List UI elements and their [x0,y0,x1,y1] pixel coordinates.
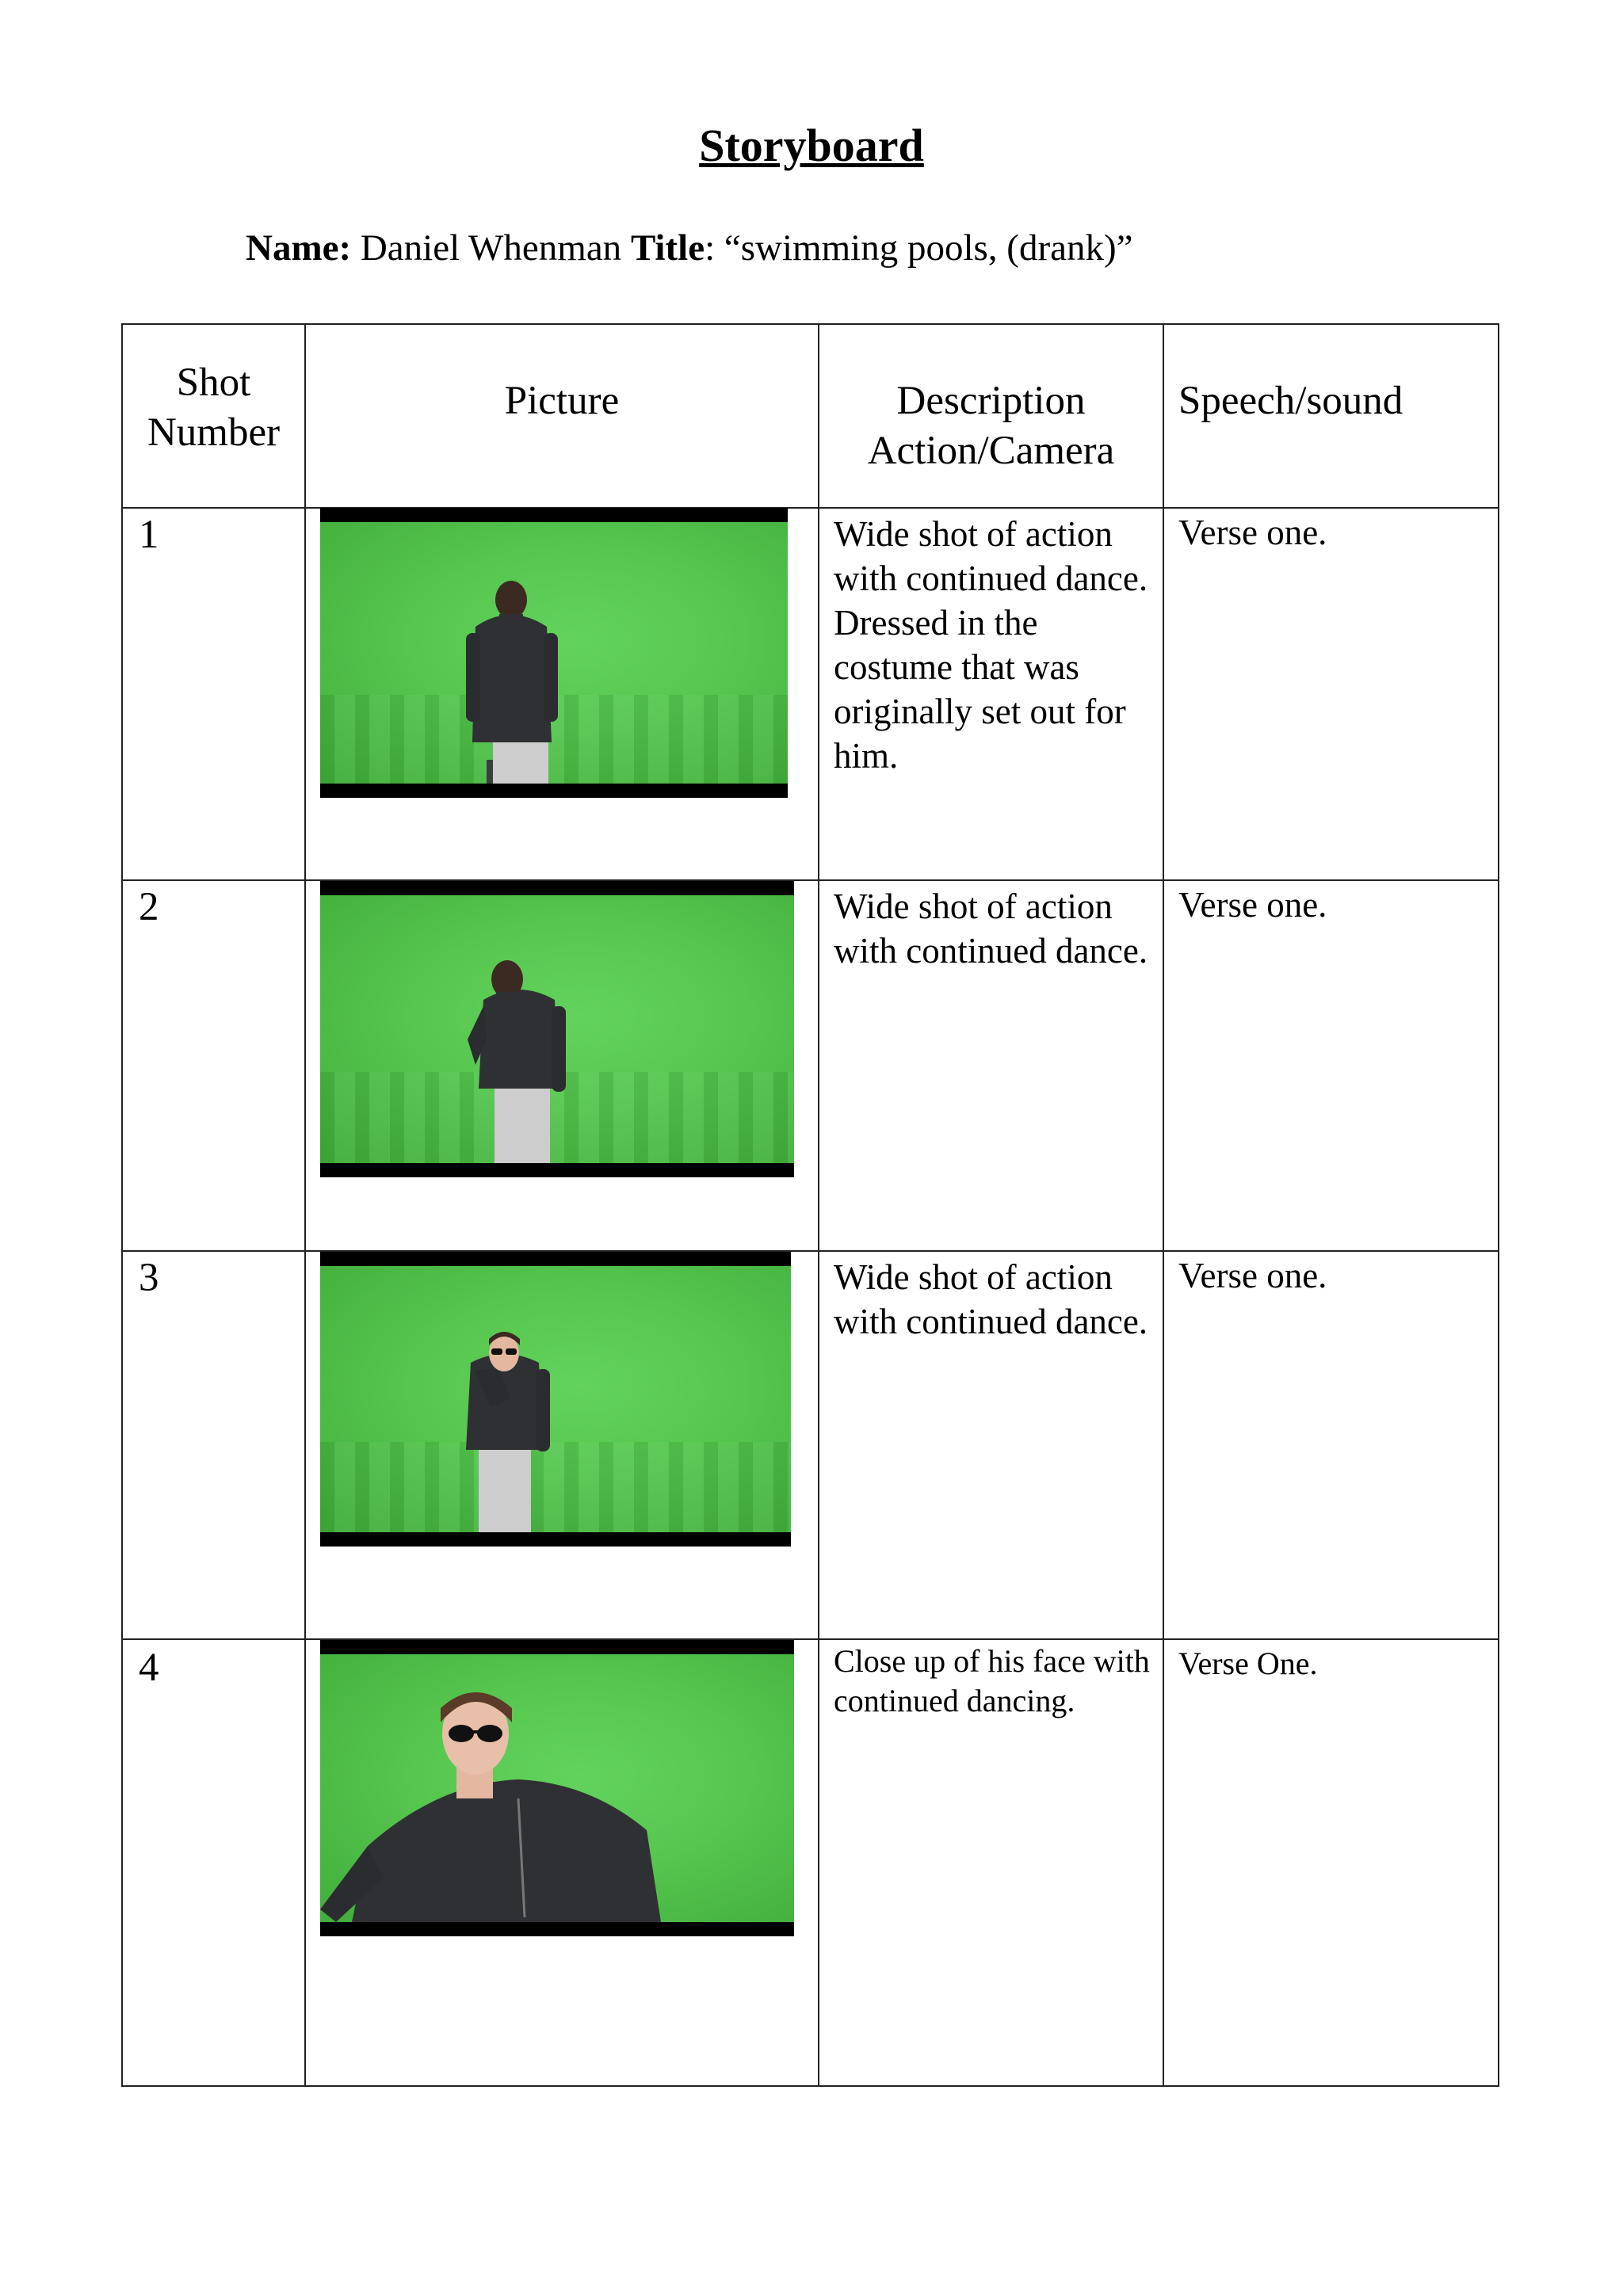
header-shot-number [123,358,304,458]
shot-3-picture [320,1252,791,1547]
shot-sound: Verse One. [1178,1646,1318,1681]
shot-2-picture [320,881,794,1177]
dancer-figure [320,508,788,798]
page-title: Storyboard [699,120,924,171]
dancer-figure [320,1252,791,1547]
header-speech-sound: Speech/sound [1178,379,1403,423]
shot-number: 4 [139,1646,159,1690]
header-shot-line2: Number [147,410,281,455]
shot-description: Wide shot of action with continued dance. [834,887,1148,971]
shot-number: 2 [139,885,159,929]
name-label: Name: [246,227,352,269]
table-divider [818,323,819,2087]
table-border-right [1498,323,1499,2087]
dancer-figure [320,881,794,1177]
shot-sound: Verse one. [1178,885,1327,925]
table-border-bottom [121,2085,1499,2087]
table-divider [304,323,306,2087]
dancer-figure [320,1640,794,1936]
header-shot-line1: Shot [176,360,251,405]
shot-description: Wide shot of action with continued dance. Dressed in the costume that was originally set out for him. [834,514,1148,776]
shot-1-picture [320,508,788,798]
shot-sound: Verse one. [1178,513,1327,552]
header-picture: Picture [504,379,620,423]
name-value: Daniel Whenman [351,227,631,269]
header-description [819,376,1163,476]
shot-description: Close up of his face with continued dancing. [834,1643,1150,1718]
shot-description: Wide shot of action with continued dance. [834,1257,1148,1341]
table-divider [1163,323,1164,2087]
table-border-top [121,323,1499,325]
shot-sound: Verse one. [1178,1256,1327,1295]
shot-4-picture [320,1640,794,1936]
title-value: : “swimming pools, (drank)” [705,227,1133,269]
table-border-left [121,323,123,2087]
header-desc-line1: Description [896,379,1086,423]
header-desc-line2: Action/Camera [867,429,1115,473]
title-label: Title [630,227,705,269]
shot-number: 3 [139,1256,159,1300]
shot-number: 1 [139,513,159,557]
